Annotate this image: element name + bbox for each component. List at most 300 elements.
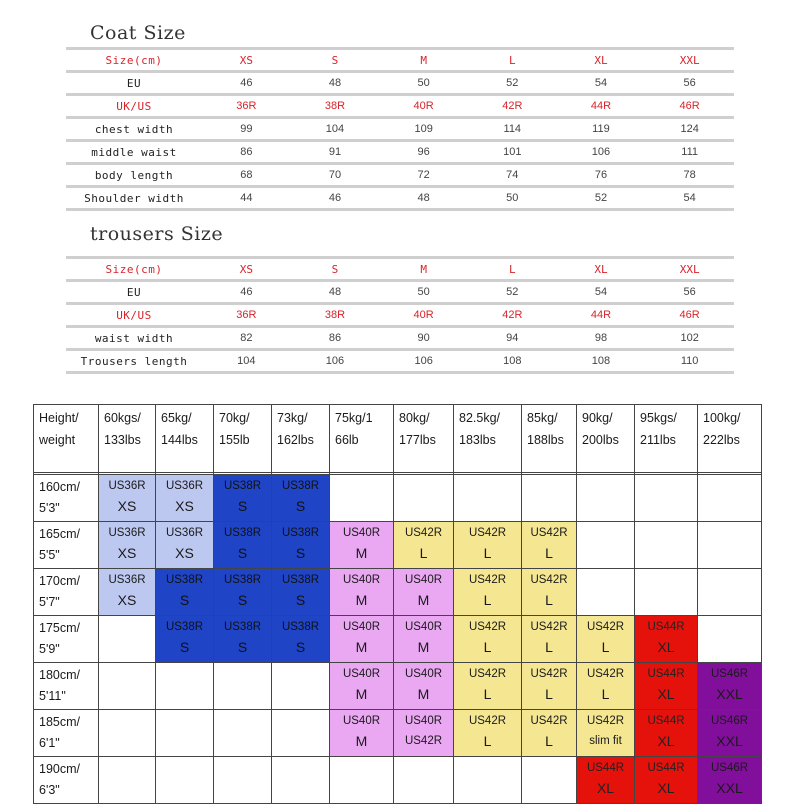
fit-us-size: US42R (468, 527, 507, 539)
weight-header-line: 155lb (219, 433, 250, 447)
size-cell: 110 (645, 351, 734, 371)
weight-header (577, 405, 635, 473)
size-cell: 124 (645, 119, 734, 139)
height-label-line: 170cm/ (39, 574, 80, 588)
height-label-line: 5'7" (39, 595, 60, 609)
fit-letter-size: L (483, 545, 492, 561)
fit-cell (577, 663, 635, 710)
size-cell: 119 (557, 119, 646, 139)
height-label (34, 569, 99, 616)
height-label-line: 6'1" (39, 736, 60, 750)
fit-us-size: US42R (468, 715, 507, 727)
weight-header-line: 60kgs/ (104, 411, 141, 425)
height-label (34, 663, 99, 710)
trousers-size-table (66, 256, 734, 374)
coat-size-table (66, 47, 734, 211)
row-label: body length (66, 165, 202, 185)
fit-cell (635, 710, 698, 757)
row-label: UK/US (66, 96, 202, 116)
fit-cell (577, 616, 635, 663)
corner-header (34, 405, 99, 473)
fit-cell (214, 616, 272, 663)
fit-cell (214, 522, 272, 569)
fit-cell (635, 663, 698, 710)
fit-cell (156, 475, 214, 522)
fit-letter-size: M (417, 592, 430, 608)
empty-cell (99, 710, 156, 757)
empty-cell (522, 757, 577, 804)
fit-us-size: US36R (165, 480, 204, 492)
fit-letter-size: M (355, 592, 368, 608)
fit-cell (99, 522, 156, 569)
height-label-line: 5'3" (39, 501, 60, 515)
size-cell: 82 (202, 328, 291, 348)
height-label-line: 5'5" (39, 548, 60, 562)
height-row (34, 757, 762, 804)
size-cell: 48 (291, 73, 380, 93)
size-cell: 104 (202, 351, 291, 371)
fit-cell (394, 663, 454, 710)
fit-letter-size: M (355, 733, 368, 749)
size-cell: 106 (379, 351, 468, 371)
height-row (34, 475, 762, 522)
coat-size-title: Coat Size (90, 22, 186, 44)
size-row (66, 351, 734, 371)
size-cell: 40R (379, 96, 468, 116)
trousers-size-title: trousers Size (90, 223, 224, 245)
fit-cell (330, 616, 394, 663)
size-cell: 46 (202, 73, 291, 93)
fit-us-size: US46R (710, 668, 749, 680)
fit-letter-size: S (295, 592, 306, 608)
fit-letter-size: L (483, 686, 492, 702)
fit-us-size: US42R (586, 715, 625, 727)
fit-us-size: US44R (647, 762, 685, 774)
height-label (34, 475, 99, 522)
fit-cell (454, 522, 522, 569)
size-cell: 99 (202, 119, 291, 139)
fit-cell (394, 616, 454, 663)
height-label (34, 757, 99, 804)
empty-cell (214, 757, 272, 804)
fit-cell (214, 475, 272, 522)
height-weight-size-chart (33, 404, 762, 804)
fit-cell (522, 663, 577, 710)
fit-cell (522, 710, 577, 757)
fit-us-size: US42R (586, 621, 625, 633)
weight-header (454, 405, 522, 473)
size-cell: 86 (202, 142, 291, 162)
size-cell: 36R (202, 96, 291, 116)
fit-cell (272, 522, 330, 569)
fit-letter-size: M (417, 639, 430, 655)
size-cell: 54 (645, 188, 734, 208)
row-label: UK/US (66, 305, 202, 325)
weight-header-line: 188lbs (527, 433, 564, 447)
fit-cell (522, 569, 577, 616)
size-cell: L (468, 50, 557, 70)
fit-cell (522, 522, 577, 569)
fit-letter-size: S (179, 592, 190, 608)
size-cell: 104 (291, 119, 380, 139)
size-cell: 54 (557, 282, 646, 302)
size-cell: 44R (557, 96, 646, 116)
size-cell: 46R (645, 305, 734, 325)
fit-cell (330, 710, 394, 757)
fit-letter-size: XS (175, 498, 194, 514)
size-cell: L (468, 259, 557, 279)
fit-letter-size: L (483, 733, 492, 749)
empty-cell (394, 757, 454, 804)
fit-cell (330, 522, 394, 569)
fit-us-size: US40R (342, 527, 381, 539)
fit-letter-size: XS (117, 498, 137, 514)
weight-header-line: 85kg/ (527, 411, 558, 425)
fit-us-size: US44R (647, 668, 685, 680)
size-cell: 90 (379, 328, 468, 348)
fit-us-size: US40R (342, 621, 381, 633)
height-label-line: 160cm/ (39, 480, 80, 494)
size-row (66, 259, 734, 279)
empty-cell (156, 663, 214, 710)
fit-letter-size: L (483, 639, 492, 655)
size-cell: XL (557, 259, 646, 279)
size-cell: 86 (291, 328, 380, 348)
size-row (66, 73, 734, 93)
fit-cell (698, 757, 762, 804)
size-row (66, 50, 734, 70)
row-label: waist width (66, 328, 202, 348)
size-cell: 40R (379, 305, 468, 325)
fit-us-size: US38R (281, 621, 320, 633)
size-cell: 52 (557, 188, 646, 208)
fit-letter-size: S (295, 498, 306, 514)
fit-us-size: US44R (647, 621, 685, 633)
fit-letter-size: L (419, 545, 428, 561)
size-cell: XXL (645, 50, 734, 70)
empty-cell (156, 757, 214, 804)
height-label-line: 175cm/ (39, 621, 80, 635)
size-cell: 96 (379, 142, 468, 162)
fit-letter-size: S (295, 639, 306, 655)
weight-header-line: 183lbs (459, 433, 496, 447)
size-cell: 98 (557, 328, 646, 348)
fit-us-size: US36R (108, 574, 146, 586)
size-cell: 111 (645, 142, 734, 162)
height-row (34, 569, 762, 616)
fit-us-size: US40R (342, 715, 381, 727)
size-cell: 38R (291, 96, 380, 116)
weight-header-line: 200lbs (582, 433, 619, 447)
empty-cell (214, 710, 272, 757)
empty-cell (698, 522, 762, 569)
fit-letter-size: L (483, 592, 492, 608)
weight-header-line: 100kg/ (703, 411, 741, 425)
height-label-line: 165cm/ (39, 527, 80, 541)
height-row (34, 710, 762, 757)
size-row (66, 119, 734, 139)
fit-letter-size: M (355, 639, 368, 655)
weight-header (698, 405, 762, 473)
fit-us-size: US44R (586, 762, 625, 774)
fit-letter-size: L (545, 639, 553, 655)
empty-cell (577, 475, 635, 522)
empty-cell (272, 710, 330, 757)
fit-us-size: US42R (468, 621, 507, 633)
fit-us-size: US36R (108, 527, 146, 539)
height-label-line: 185cm/ (39, 715, 80, 729)
height-row (34, 663, 762, 710)
weight-header-line: 73kg/ (277, 411, 308, 425)
fit-cell (698, 663, 762, 710)
size-cell: 48 (379, 188, 468, 208)
height-row (34, 522, 762, 569)
weight-header (214, 405, 272, 473)
size-cell: 68 (202, 165, 291, 185)
fit-us-size: US38R (223, 574, 262, 586)
size-cell: 101 (468, 142, 557, 162)
height-label (34, 616, 99, 663)
size-cell: 46R (645, 96, 734, 116)
weight-header (635, 405, 698, 473)
fit-us-size: US40R (404, 668, 443, 680)
fit-us-size: US38R (165, 621, 204, 633)
row-label: EU (66, 282, 202, 302)
fit-cell (394, 569, 454, 616)
fit-letter-size: XS (175, 545, 194, 561)
size-cell: M (379, 50, 468, 70)
height-label-line: 5'9" (39, 642, 60, 656)
size-cell: 78 (645, 165, 734, 185)
fit-cell (214, 569, 272, 616)
empty-cell (394, 475, 454, 522)
fit-us-size: US38R (281, 574, 320, 586)
weight-header-line: 90kg/ (582, 411, 613, 425)
fit-letter-size: slim fit (589, 735, 622, 747)
fit-us-size: US46R (710, 715, 749, 727)
fit-letter-size: L (545, 686, 553, 702)
weight-header-line: 133lbs (104, 433, 141, 447)
fit-cell (156, 616, 214, 663)
fit-letter-size: S (237, 498, 248, 514)
fit-letter-size: XL (657, 733, 675, 749)
size-cell: 38R (291, 305, 380, 325)
fit-cell (394, 522, 454, 569)
fit-us-size: US36R (165, 527, 204, 539)
size-cell: 108 (468, 351, 557, 371)
fit-cell (577, 757, 635, 804)
fit-cell (330, 569, 394, 616)
empty-cell (698, 616, 762, 663)
fit-us-size: US40R (404, 715, 443, 727)
size-row (66, 142, 734, 162)
fit-us-size: US42R (468, 574, 507, 586)
fit-letter-size: XS (117, 545, 137, 561)
size-cell: M (379, 259, 468, 279)
weight-header (99, 405, 156, 473)
size-cell: 52 (468, 73, 557, 93)
height-label (34, 522, 99, 569)
weight-header-line: 222lbs (703, 433, 740, 447)
size-cell: 91 (291, 142, 380, 162)
size-cell: XL (557, 50, 646, 70)
row-label: Shoulder width (66, 188, 202, 208)
fit-letter-size: XXL (716, 733, 743, 749)
weight-header-line: 162lbs (277, 433, 314, 447)
fit-us-size: US36R (108, 480, 146, 492)
size-cell: 109 (379, 119, 468, 139)
weight-header (522, 405, 577, 473)
row-label: Size(cm) (66, 259, 202, 279)
size-cell: 46 (202, 282, 291, 302)
fit-letter-size: US42R (404, 735, 443, 747)
height-row (34, 616, 762, 663)
weight-header-row (34, 405, 762, 473)
size-cell: 74 (468, 165, 557, 185)
size-row (66, 282, 734, 302)
fit-us-size: US38R (223, 480, 262, 492)
size-cell: 72 (379, 165, 468, 185)
size-cell: 52 (468, 282, 557, 302)
weight-header-line: 75kg/1 (335, 411, 373, 425)
size-cell: 48 (291, 282, 380, 302)
size-cell: 50 (468, 188, 557, 208)
size-cell: 50 (379, 282, 468, 302)
fit-us-size: US38R (281, 480, 320, 492)
weight-header (330, 405, 394, 473)
fit-us-size: US42R (530, 715, 568, 727)
fit-us-size: US42R (404, 527, 443, 539)
size-cell: 44 (202, 188, 291, 208)
weight-header (272, 405, 330, 473)
fit-letter-size: XXL (716, 780, 743, 796)
empty-cell (330, 757, 394, 804)
fit-letter-size: L (601, 686, 610, 702)
fit-us-size: US44R (647, 715, 685, 727)
fit-letter-size: XL (596, 780, 615, 796)
empty-cell (698, 475, 762, 522)
fit-cell (330, 663, 394, 710)
weight-header-line: 66lb (335, 433, 359, 447)
size-cell: 76 (557, 165, 646, 185)
size-cell: 102 (645, 328, 734, 348)
fit-cell (454, 616, 522, 663)
corner-header-line: weight (39, 433, 76, 447)
empty-cell (330, 475, 394, 522)
fit-letter-size: L (545, 733, 553, 749)
height-label-line: 6'3" (39, 783, 60, 797)
fit-us-size: US38R (165, 574, 204, 586)
size-row (66, 305, 734, 325)
empty-cell (272, 663, 330, 710)
fit-cell (522, 616, 577, 663)
fit-us-size: US42R (530, 621, 568, 633)
fit-letter-size: S (237, 592, 248, 608)
empty-cell (635, 569, 698, 616)
fit-letter-size: M (355, 686, 368, 702)
empty-cell (577, 522, 635, 569)
fit-us-size: US40R (404, 574, 443, 586)
size-cell: 108 (557, 351, 646, 371)
weight-header-line: 65kg/ (161, 411, 192, 425)
height-label-line: 180cm/ (39, 668, 80, 682)
fit-us-size: US42R (586, 668, 625, 680)
fit-us-size: US46R (710, 762, 749, 774)
empty-cell (522, 475, 577, 522)
fit-letter-size: M (417, 686, 430, 702)
fit-cell (698, 710, 762, 757)
fit-letter-size: L (545, 545, 553, 561)
weight-header-line: 70kg/ (219, 411, 250, 425)
empty-cell (635, 522, 698, 569)
fit-us-size: US40R (404, 621, 443, 633)
fit-us-size: US38R (223, 527, 262, 539)
empty-cell (577, 569, 635, 616)
fit-cell (635, 616, 698, 663)
weight-header-line: 177lbs (399, 433, 436, 447)
row-label: EU (66, 73, 202, 93)
fit-us-size: US42R (530, 527, 568, 539)
size-cell: 94 (468, 328, 557, 348)
size-cell: S (291, 259, 380, 279)
empty-cell (454, 475, 522, 522)
size-cell: S (291, 50, 380, 70)
fit-us-size: US42R (530, 668, 568, 680)
empty-cell (99, 616, 156, 663)
fit-cell (272, 475, 330, 522)
fit-cell (272, 569, 330, 616)
empty-cell (454, 757, 522, 804)
size-row (66, 328, 734, 348)
size-cell: 42R (468, 305, 557, 325)
height-label-line: 190cm/ (39, 762, 80, 776)
weight-header-line: 95kgs/ (640, 411, 677, 425)
fit-letter-size: S (237, 639, 248, 655)
fit-cell (156, 522, 214, 569)
empty-cell (99, 663, 156, 710)
fit-us-size: US40R (342, 574, 381, 586)
size-cell: XS (202, 259, 291, 279)
size-cell: 42R (468, 96, 557, 116)
corner-header-line: Height/ (39, 411, 79, 425)
size-row (66, 165, 734, 185)
weight-header-line: 80kg/ (399, 411, 430, 425)
fit-cell (99, 475, 156, 522)
weight-header (156, 405, 214, 473)
fit-letter-size: XXL (716, 686, 743, 702)
weight-header (394, 405, 454, 473)
row-label: chest width (66, 119, 202, 139)
size-row (66, 96, 734, 116)
fit-cell (156, 569, 214, 616)
size-cell: 106 (291, 351, 380, 371)
empty-cell (156, 710, 214, 757)
weight-header-line: 144lbs (161, 433, 198, 447)
size-cell: 36R (202, 305, 291, 325)
fit-letter-size: XL (657, 639, 675, 655)
fit-cell (394, 710, 454, 757)
fit-letter-size: L (601, 639, 610, 655)
weight-header-line: 211lbs (640, 433, 676, 447)
fit-cell (272, 616, 330, 663)
size-cell: XS (202, 50, 291, 70)
size-cell: 50 (379, 73, 468, 93)
fit-cell (577, 710, 635, 757)
fit-us-size: US38R (281, 527, 320, 539)
size-cell: 44R (557, 305, 646, 325)
fit-cell (454, 569, 522, 616)
fit-us-size: US42R (530, 574, 568, 586)
